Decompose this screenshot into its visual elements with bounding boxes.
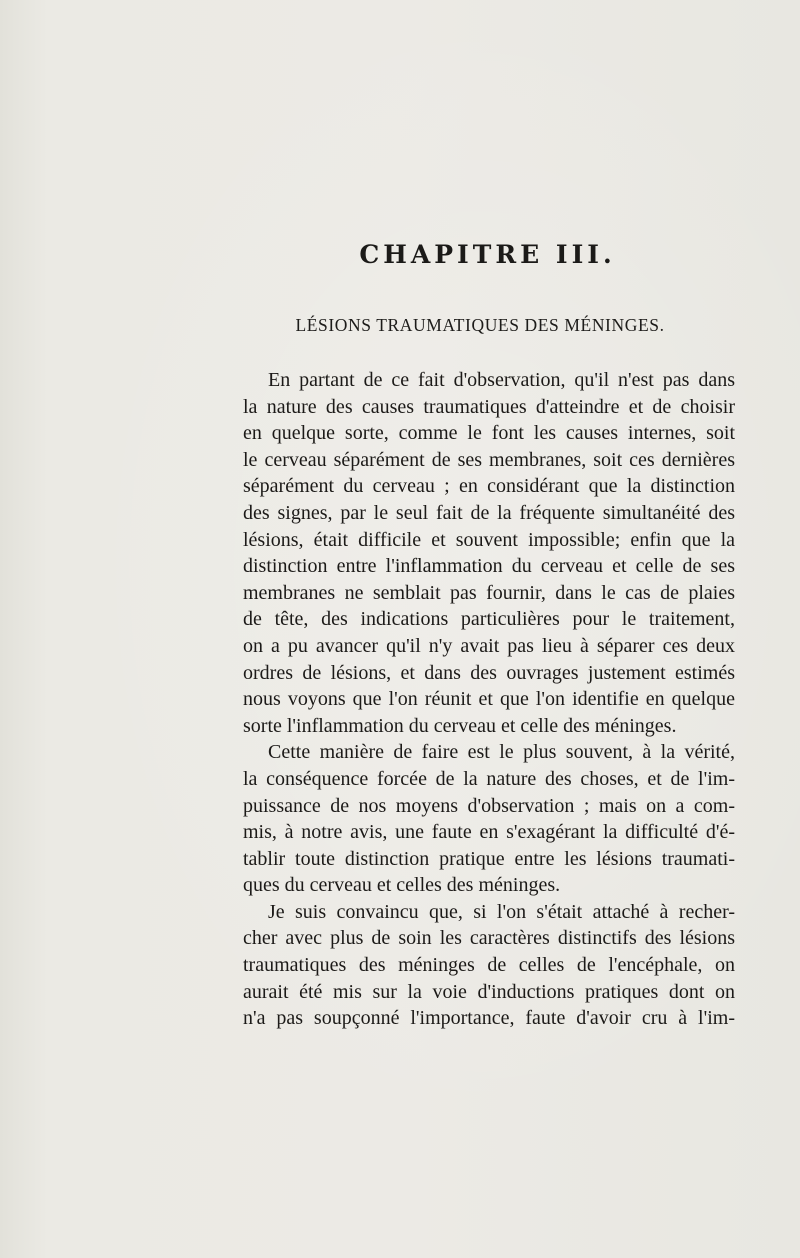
text-line: séparément du cerveau ; en considérant que la distinction (243, 475, 735, 498)
body-text (243, 367, 735, 1032)
text-line: n'a pas soupçonné l'importance, faute d'avoir cru à l'im- (243, 1007, 735, 1030)
paragraph-2 (243, 739, 735, 899)
text-line: nous voyons que l'on réunit et que l'on identifie en quelque (243, 688, 735, 711)
text-line: sorte l'inflammation du cerveau et celle des méninges. (243, 714, 677, 737)
text-line: des signes, par le seul fait de la fréquente simultanéité des (243, 501, 735, 524)
text-line: En partant de ce fait d'observation, qu'il n'est pas dans (268, 369, 735, 391)
text-line: la conséquence forcée de la nature des choses, et de l'im- (243, 767, 735, 790)
text-line: ques du cerveau et celles des méninges. (243, 874, 561, 897)
text-line: puissance de nos moyens d'observation ; mais on a com- (243, 794, 735, 817)
text-line: traumatiques des méninges de celles de l'encéphale, on (243, 954, 735, 977)
text-line: le cerveau séparément de ses membranes, soit ces dernières (243, 448, 735, 471)
text-line: Cette manière de faire est le plus souvent, à la vérité, (268, 741, 735, 764)
paragraph-3 (243, 899, 735, 1032)
paragraph-1 (243, 367, 735, 739)
text-line: mis, à notre avis, une faute en s'exagérant la difficulté d'é- (243, 821, 735, 844)
chapter-title: CHAPITRE III. (359, 240, 616, 269)
text-line: tablir toute distinction pratique entre les lésions traumati- (243, 847, 735, 870)
section-title: LÉSIONS TRAUMATIQUES DES MÉNINGES. (295, 315, 665, 335)
text-line: ordres de lésions, et dans des ouvrages justement estimés (243, 661, 735, 684)
text-line: cher avec plus de soin les caractères distinctifs des lésions (243, 927, 735, 950)
text-line: de tête, des indications particulières pour le traitement, (243, 608, 735, 631)
text-line: distinction entre l'inflammation du cerveau et celle de ses (243, 555, 735, 578)
text-line: on a pu avancer qu'il n'y avait pas lieu à séparer ces deux (243, 634, 735, 657)
text-line: la nature des causes traumatiques d'atteindre et de choisir (243, 395, 735, 418)
text-line: en quelque sorte, comme le font les causes internes, soit (243, 422, 735, 445)
text-line: membranes ne semblait pas fournir, dans le cas de plaies (243, 581, 735, 604)
text-line: aurait été mis sur la voie d'inductions pratiques dont on (243, 980, 735, 1003)
text-line: lésions, était difficile et souvent impossible; enfin que la (243, 528, 735, 551)
text-line: Je suis convaincu que, si l'on s'était attaché à recher- (268, 900, 735, 923)
